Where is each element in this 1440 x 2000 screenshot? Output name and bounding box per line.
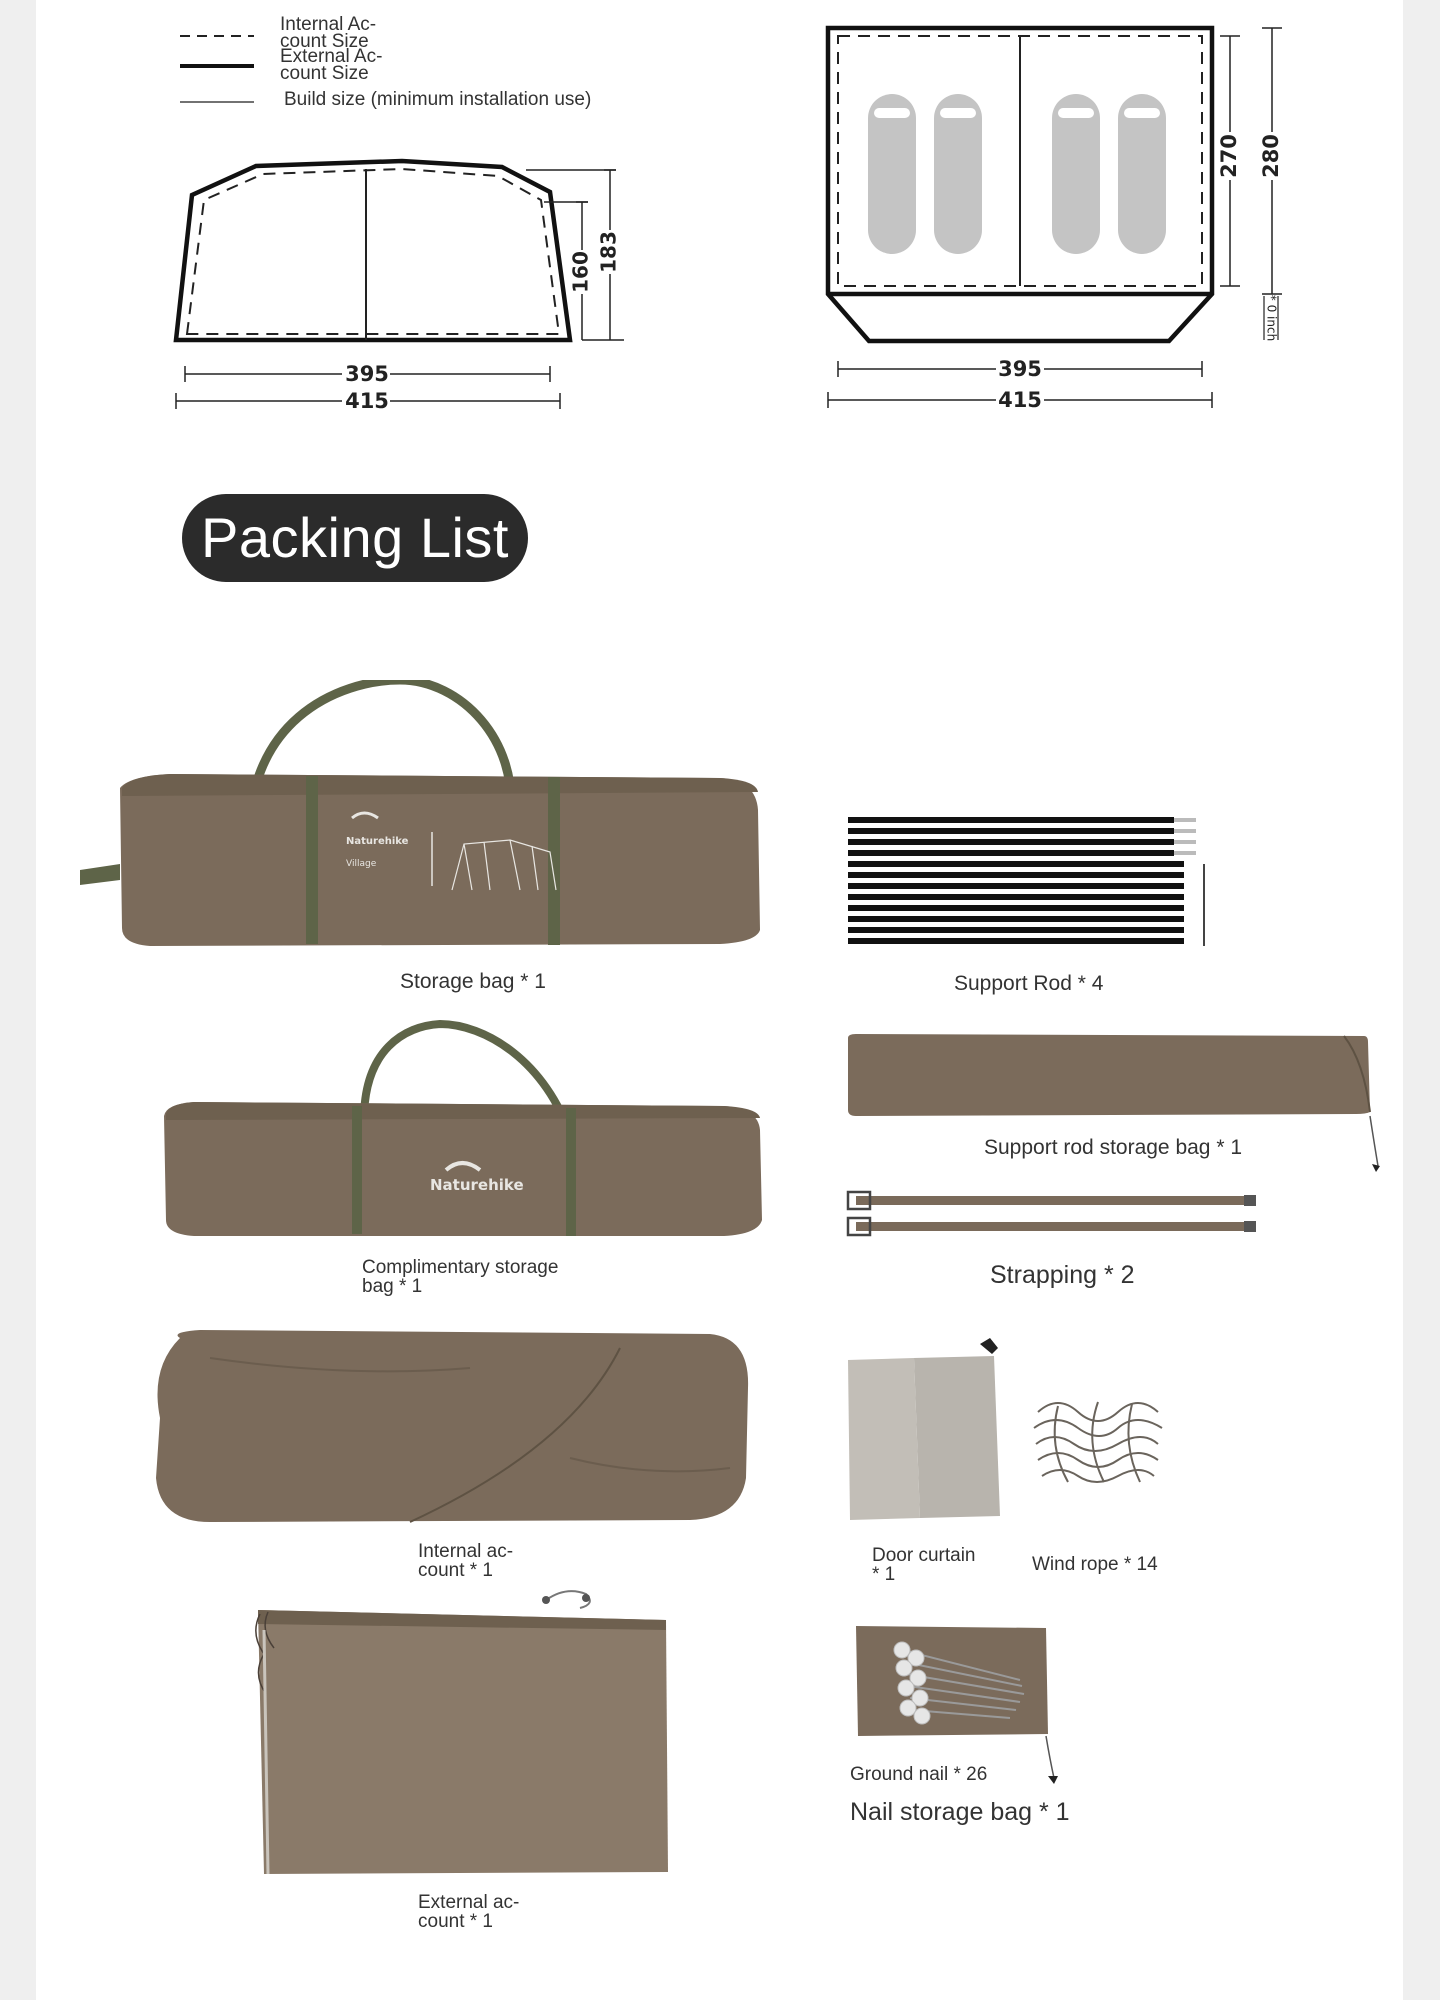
side-height-inner: 160	[568, 251, 593, 293]
legend-internal-label	[280, 16, 376, 50]
door-curtain-caption	[872, 1546, 976, 1584]
storage-bag-brand: Naturehike	[346, 836, 409, 847]
side-external-outline	[176, 161, 570, 340]
legend-external-line2: count Size	[280, 63, 369, 84]
internal-account-caption-line1: Internal ac-	[418, 1541, 514, 1562]
door-curtain-image	[844, 1336, 1014, 1526]
support-rod-caption: Support Rod * 4	[954, 972, 1104, 995]
door-curtain-caption-line2: * 1	[872, 1564, 896, 1585]
complimentary-bag-caption-line2: bag * 1	[362, 1276, 423, 1297]
legend-external-line1: External Ac-	[280, 46, 383, 67]
door-curtain-caption-line1: Door curtain	[872, 1545, 976, 1566]
external-account-caption	[418, 1893, 519, 1931]
complimentary-bag-caption	[362, 1258, 558, 1296]
external-account-caption-line1: External ac-	[418, 1892, 520, 1913]
complimentary-bag-brand: Naturehike	[430, 1176, 524, 1194]
internal-account-caption-line2: count * 1	[418, 1560, 493, 1581]
top-depth-outer: 280	[1259, 134, 1283, 178]
external-account-caption-line2: count * 1	[418, 1911, 493, 1932]
legend-line-samples	[144, 14, 254, 114]
external-account-image	[246, 1590, 676, 1880]
legend	[144, 14, 624, 114]
complimentary-bag-image	[154, 1020, 774, 1240]
storage-bag-caption: Storage bag * 1	[400, 970, 546, 993]
internal-account-image	[150, 1328, 760, 1528]
legend-internal-line1: Internal Ac-	[280, 14, 377, 35]
support-rod-bag-image	[844, 1032, 1384, 1182]
storage-bag-image	[80, 680, 810, 960]
ground-nail-caption: Ground nail * 26	[850, 1764, 988, 1785]
top-depth-inner: 270	[1217, 134, 1241, 178]
internal-account-caption	[418, 1542, 513, 1580]
top-width-inner: 395	[998, 357, 1042, 381]
page-sheet	[36, 0, 1403, 2000]
legend-external-label	[280, 48, 382, 82]
strapping-caption: Strapping * 2	[990, 1261, 1135, 1289]
sleeping-bag-icons	[868, 94, 1166, 254]
nail-bag-caption: Nail storage bag * 1	[850, 1798, 1070, 1826]
support-rod-bag-caption: Support rod storage bag * 1	[984, 1136, 1243, 1159]
strapping-image	[844, 1190, 1274, 1240]
packing-list-title: Packing List	[182, 494, 528, 582]
side-width-outer: 415	[345, 389, 389, 413]
side-width-inner: 395	[345, 362, 389, 386]
side-height-outer: 183	[596, 231, 621, 273]
complimentary-bag-caption-line1: Complimentary storage	[362, 1257, 559, 1278]
side-view-diagram	[126, 150, 686, 420]
wind-rope-image	[1028, 1392, 1168, 1492]
support-rod-image	[844, 810, 1214, 950]
legend-build-label: Build size (minimum installation use)	[284, 89, 592, 110]
top-width-outer: 415	[998, 388, 1042, 412]
top-view-diagram	[816, 14, 1356, 424]
top-vestibule-note: * 0 inch	[1264, 294, 1279, 342]
legend-internal-line2: count Size	[280, 31, 369, 52]
wind-rope-caption: Wind rope * 14	[1032, 1554, 1158, 1575]
storage-bag-product: Village	[346, 859, 377, 869]
side-internal-outline	[187, 169, 559, 334]
